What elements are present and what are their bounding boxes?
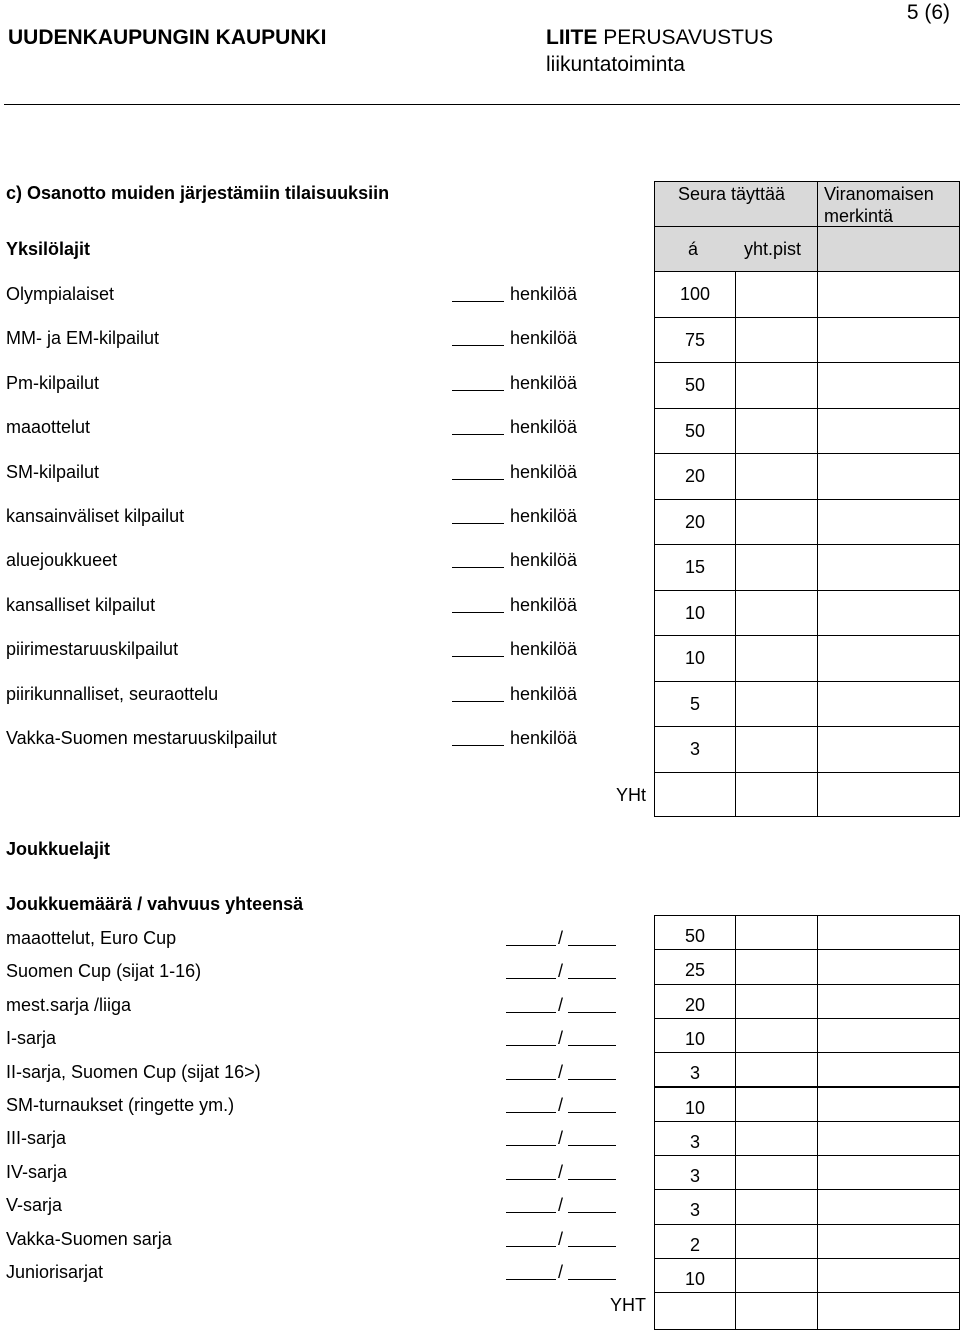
page-number: 5 (6)	[906, 1, 950, 24]
col-seura-label: Seura täyttää	[678, 184, 786, 204]
team-strength-blank[interactable]	[568, 1179, 616, 1180]
count-blank-line[interactable]	[452, 701, 504, 702]
total-points-cell[interactable]	[735, 408, 818, 455]
individual-row-label: Vakka-Suomen mestaruuskilpailut	[6, 728, 277, 748]
team-total-cell[interactable]	[735, 1121, 818, 1156]
organization-name: UUDENKAUPUNGIN KAUPUNKI	[8, 26, 327, 49]
team-row-label: III-sarja	[6, 1128, 67, 1149]
slash-separator: /	[558, 1262, 564, 1282]
individual-row-label: aluejoukkueet	[6, 550, 118, 571]
team-points-value: 10	[684, 1097, 706, 1118]
unit-label: henkilöä	[510, 683, 578, 704]
team-strength-blank[interactable]	[568, 1012, 616, 1013]
team-row-label: mest.sarja /liiga	[6, 994, 132, 1015]
count-blank-line[interactable]	[452, 479, 504, 480]
team-row-label: maaottelut, Euro Cup	[6, 928, 177, 948]
points-value: 20	[684, 466, 706, 486]
individual-row-label: maaottelut	[6, 417, 91, 438]
individual-row-label: Olympialaiset	[6, 284, 115, 304]
team-total-label: YHT	[610, 1295, 646, 1316]
total-points-cell[interactable]	[735, 453, 818, 500]
team-authority-cell[interactable]	[817, 915, 960, 950]
count-blank-line[interactable]	[452, 434, 504, 435]
individual-row-label: Pm-kilpailut	[6, 372, 100, 393]
points-value: 50	[684, 420, 706, 441]
unit-label: henkilöä	[510, 728, 578, 748]
team-total-cell[interactable]	[735, 1052, 818, 1087]
team-count-blank[interactable]	[506, 1012, 556, 1013]
team-count-blank[interactable]	[506, 1246, 556, 1247]
team-points-value: 3	[689, 1200, 700, 1221]
team-row-label: IV-sarja	[6, 1161, 68, 1182]
team-authority-cell[interactable]	[817, 984, 960, 1019]
slash-separator: /	[558, 1028, 564, 1049]
unit-label: henkilöä	[510, 284, 578, 304]
total-points-cell[interactable]	[735, 362, 818, 409]
team-count-blank[interactable]	[506, 978, 556, 979]
team-count-blank[interactable]	[506, 1179, 556, 1180]
slash-separator: /	[558, 1228, 564, 1249]
count-blank-line[interactable]	[452, 390, 504, 391]
team-points-value: 25	[684, 960, 706, 981]
slash-separator: /	[558, 961, 564, 982]
team-points-value: 10	[684, 1269, 706, 1289]
points-value: 20	[684, 511, 706, 532]
team-row-label: II-sarja, Suomen Cup (sijat 16>)	[6, 1061, 261, 1082]
document-title	[546, 26, 773, 50]
team-total-cell[interactable]	[735, 949, 818, 984]
total-points-cell[interactable]	[735, 271, 818, 318]
header-divider	[4, 104, 960, 105]
team-row-label: Vakka-Suomen sarja	[6, 1228, 172, 1249]
team-authority-cell[interactable]	[817, 1052, 960, 1087]
team-authority-cell[interactable]	[817, 949, 960, 984]
count-blank-line[interactable]	[452, 523, 504, 524]
team-authority-cell[interactable]	[817, 1224, 960, 1259]
team-count-blank[interactable]	[506, 945, 556, 946]
authority-cell[interactable]	[817, 635, 960, 682]
team-total-cell[interactable]	[735, 1224, 818, 1259]
team-points-value: 3	[689, 1131, 700, 1152]
team-grand-total-cell[interactable]	[735, 1292, 818, 1330]
total-points-cell[interactable]	[735, 317, 818, 364]
team-row-label: Suomen Cup (sijat 1-16)	[6, 961, 202, 982]
unit-label: henkilöä	[510, 461, 578, 482]
authority-cell[interactable]	[817, 408, 960, 455]
team-strength-blank[interactable]	[568, 978, 616, 979]
team-total-cell[interactable]	[735, 1155, 818, 1190]
team-row-label: I-sarja	[6, 1028, 57, 1049]
authority-cell[interactable]	[817, 317, 960, 364]
team-total-cell[interactable]	[735, 1087, 818, 1122]
authority-cell[interactable]	[817, 362, 960, 409]
team-total-cell[interactable]	[735, 1189, 818, 1224]
slash-separator: /	[558, 1161, 564, 1182]
team-strength-blank[interactable]	[568, 1045, 616, 1046]
count-blank-line[interactable]	[452, 612, 504, 613]
unit-label: henkilöä	[510, 594, 578, 615]
team-points-value: 2	[689, 1234, 700, 1255]
team-row-label: V-sarja	[6, 1195, 63, 1216]
team-points-value: 3	[689, 1063, 700, 1084]
individual-total-cell[interactable]	[735, 772, 818, 818]
slash-separator: /	[558, 1061, 564, 1082]
points-value: 15	[684, 557, 706, 577]
count-blank-line[interactable]	[452, 345, 504, 346]
unit-label: henkilöä	[510, 328, 578, 349]
points-value: 3	[689, 739, 700, 759]
col-a-label: á	[688, 239, 699, 259]
document-title-rest: PERUSAVUSTUS	[603, 26, 774, 49]
individual-row-label: piirikunnalliset, seuraottelu	[6, 683, 219, 704]
individual-row-label: MM- ja EM-kilpailut	[6, 328, 160, 349]
points-value: 100	[679, 284, 711, 304]
team-strength-blank[interactable]	[568, 1279, 616, 1280]
col-yhtpist-label: yht.pist	[744, 239, 802, 259]
team-total-empty-cell	[654, 1292, 736, 1330]
total-points-cell[interactable]	[735, 499, 818, 546]
team-strength-blank[interactable]	[568, 1112, 616, 1113]
team-strength-blank[interactable]	[568, 1212, 616, 1213]
team-count-blank[interactable]	[506, 1212, 556, 1213]
slash-separator: /	[558, 928, 564, 948]
team-authority-cell[interactable]	[817, 1087, 960, 1122]
team-heading: Joukkuelajit	[6, 839, 111, 859]
total-points-cell[interactable]	[735, 544, 818, 591]
document-subtitle: liikuntatoiminta	[546, 53, 685, 76]
team-count-blank[interactable]	[506, 1045, 556, 1046]
team-points-value: 50	[684, 926, 706, 946]
team-total-cell[interactable]	[735, 915, 818, 950]
team-row-label: Juniorisarjat	[6, 1262, 104, 1282]
count-blank-line[interactable]	[452, 656, 504, 657]
count-blank-line[interactable]	[452, 301, 504, 302]
authority-cell[interactable]	[817, 271, 960, 318]
authority-cell[interactable]	[817, 681, 960, 728]
authority-cell[interactable]	[817, 726, 960, 773]
team-authority-cell[interactable]	[817, 1155, 960, 1190]
team-authority-cell[interactable]	[817, 1258, 960, 1293]
team-count-blank[interactable]	[506, 1145, 556, 1146]
team-strength-blank[interactable]	[568, 1246, 616, 1247]
total-points-cell[interactable]	[735, 635, 818, 682]
total-points-cell[interactable]	[735, 681, 818, 728]
team-authority-cell[interactable]	[817, 1018, 960, 1053]
team-authority-cell[interactable]	[817, 1121, 960, 1156]
team-authority-cell[interactable]	[817, 1189, 960, 1224]
total-points-cell[interactable]	[735, 590, 818, 637]
total-empty-cell	[654, 772, 736, 818]
team-points-value: 3	[689, 1166, 700, 1187]
unit-label: henkilöä	[510, 372, 578, 393]
slash-separator: /	[558, 1195, 564, 1216]
viranomainen-sub-cell	[817, 226, 960, 272]
team-total-cell[interactable]	[735, 984, 818, 1019]
team-subheading: Joukkuemäärä / vahvuus yhteensä	[6, 894, 304, 914]
count-blank-line[interactable]	[452, 567, 504, 568]
points-value: 10	[684, 602, 706, 623]
authority-cell[interactable]	[817, 590, 960, 637]
yksilolajit-heading: Yksilölajit	[6, 239, 91, 259]
unit-label: henkilöä	[510, 550, 578, 571]
points-value: 50	[684, 375, 706, 395]
unit-label: henkilöä	[510, 639, 578, 660]
section-heading: c) Osanotto muiden järjestämiin tilaisuuksiin	[6, 183, 390, 203]
team-count-blank[interactable]	[506, 1279, 556, 1280]
team-strength-blank[interactable]	[568, 1145, 616, 1146]
individual-total-label: YHt	[616, 784, 647, 805]
team-strength-blank[interactable]	[568, 1079, 616, 1080]
team-points-value: 20	[684, 994, 706, 1015]
team-strength-blank[interactable]	[568, 945, 616, 946]
individual-row-label: SM-kilpailut	[6, 461, 100, 482]
team-row-label: SM-turnaukset (ringette ym.)	[6, 1095, 235, 1115]
count-blank-line[interactable]	[452, 745, 504, 746]
individual-authority-total-cell[interactable]	[817, 772, 960, 818]
team-total-cell[interactable]	[735, 1258, 818, 1293]
individual-row-label: kansainväliset kilpailut	[6, 506, 185, 526]
slash-separator: /	[558, 1128, 564, 1149]
team-total-cell[interactable]	[735, 1018, 818, 1053]
points-value: 10	[684, 648, 706, 668]
authority-cell[interactable]	[817, 453, 960, 500]
team-count-blank[interactable]	[506, 1112, 556, 1113]
unit-label: henkilöä	[510, 506, 578, 526]
team-authority-total-cell[interactable]	[817, 1292, 960, 1330]
points-value: 5	[689, 693, 700, 714]
team-count-blank[interactable]	[506, 1079, 556, 1080]
points-value: 75	[684, 329, 706, 350]
team-points-value: 10	[684, 1028, 706, 1049]
slash-separator: /	[558, 994, 564, 1015]
col-viranomainen-label-1: Viranomaisen	[824, 184, 934, 204]
individual-row-label: piirimestaruuskilpailut	[6, 639, 179, 660]
authority-cell[interactable]	[817, 544, 960, 591]
total-points-cell[interactable]	[735, 726, 818, 773]
individual-row-label: kansalliset kilpailut	[6, 594, 156, 615]
unit-label: henkilöä	[510, 417, 578, 438]
authority-cell[interactable]	[817, 499, 960, 546]
col-viranomainen-label-2: merkintä	[824, 206, 894, 226]
slash-separator: /	[558, 1095, 564, 1115]
document-title-bold: LIITE	[546, 26, 598, 49]
